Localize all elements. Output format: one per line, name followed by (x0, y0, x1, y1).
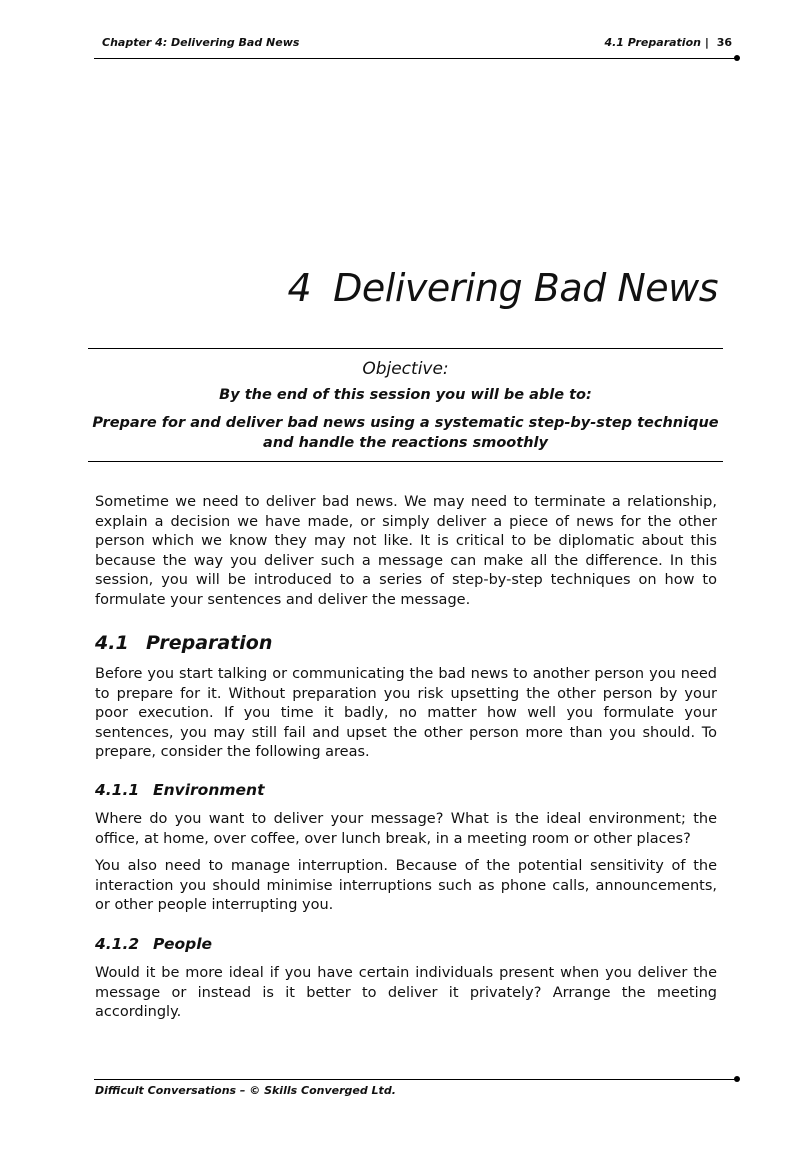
people-paragraph: Would it be more ideal if you have certain individuals present when you deliver the message or instead is it better to deliver it privately? Arrange the meeting accordingly. (95, 965, 717, 1020)
header-page-number: 36 (716, 36, 732, 49)
objective-subtitle: By the end of this session you will be able to: (219, 387, 592, 403)
subsection-number: 4.1.1 (95, 781, 140, 799)
objective-line-1: Prepare for and deliver bad news using a systematic step-by-step technique (92, 415, 719, 431)
objective-text (88, 413, 723, 453)
page-header (94, 36, 736, 56)
header-rule (94, 58, 736, 59)
header-section-page (604, 36, 732, 49)
objective-title: Objective: (362, 359, 449, 379)
subsection-heading-people (95, 935, 212, 953)
page-footer: Difficult Conversations – © Skills Converged Ltd. (95, 1084, 396, 1097)
environment-paragraph-1: Where do you want to deliver your message? What is the ideal environment; the office, at home, over coffee, over lunch break, in a meeting room or other places? (95, 811, 717, 847)
objective-box (88, 348, 723, 462)
subsection-title: People (153, 935, 213, 953)
preparation-paragraph: Before you start talking or communicating the bad news to another person you need to prepare for it. Without preparation you risk upsetting the other person by your poor execution. If you time it badly, no matter how well you formulate your sentences, you may still fail and upset the other person more than you should. To prepare, consider the following areas. (95, 666, 717, 760)
chapter-title-text: Delivering Bad News (333, 266, 718, 310)
intro-paragraph: Sometime we need to deliver bad news. We may need to terminate a relationship, explain a decision we have made, or simply deliver a piece of news for the other person which we know they may not like. It is critical to be diplomatic about this because the way you deliver such a message can make all the difference. In this session, you will be introduced to a series of step-by-step techniques on how to formulate your sentences and deliver the message. (95, 494, 717, 608)
header-separator: | (704, 36, 709, 49)
header-rule-dot (734, 55, 740, 61)
header-section: 4.1 Preparation (604, 36, 701, 49)
footer-rule-dot (734, 1076, 740, 1082)
section-heading-preparation (95, 632, 272, 654)
objective-line-2: and handle the reactions smoothly (263, 435, 548, 451)
environment-paragraph-2: You also need to manage interruption. Because of the potential sensitivity of the interaction you should minimise interruptions such as phone calls, announcements, or other people interrupting you. (95, 858, 717, 913)
section-number: 4.1 (95, 632, 129, 654)
subsection-title: Environment (153, 781, 265, 799)
subsection-heading-environment (95, 781, 264, 799)
chapter-title (287, 266, 718, 310)
subsection-number: 4.1.2 (95, 935, 140, 953)
footer-rule (94, 1079, 736, 1080)
chapter-number: 4 (287, 266, 312, 310)
section-title: Preparation (146, 632, 273, 654)
header-chapter: Chapter 4: Delivering Bad News (102, 36, 300, 49)
